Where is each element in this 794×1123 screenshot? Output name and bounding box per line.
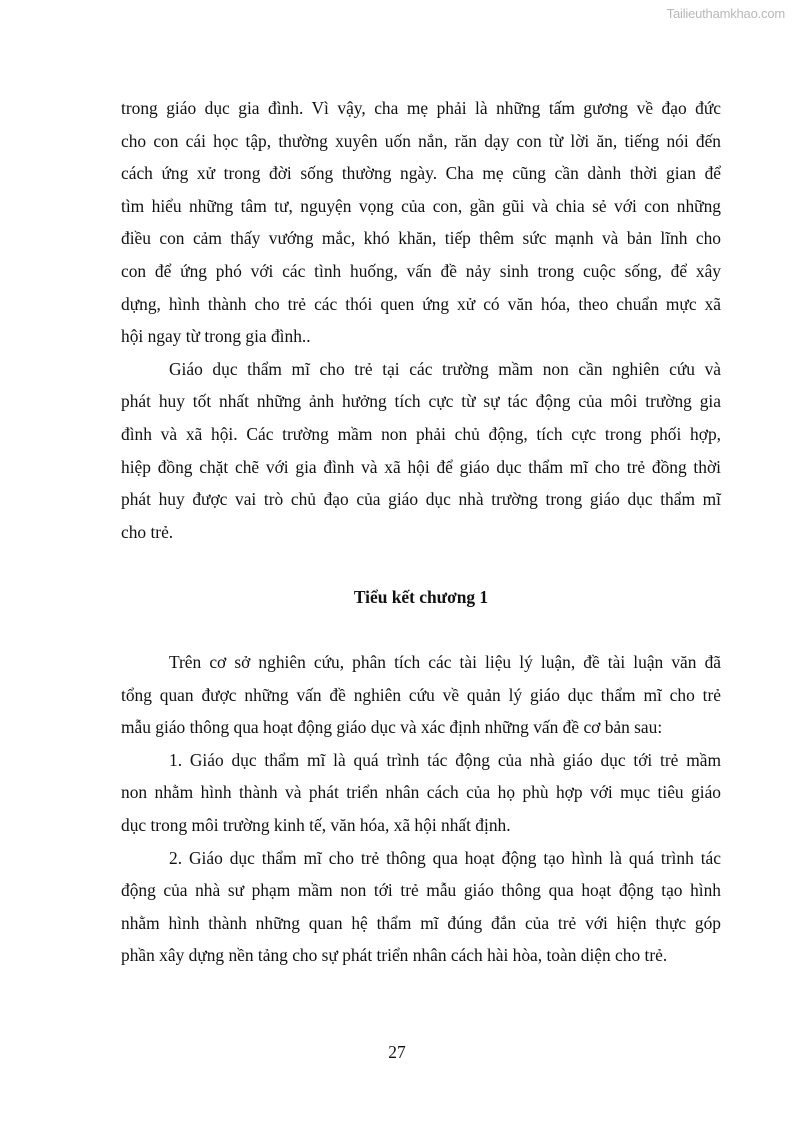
text-line: cách ứng xử trong đời sống thường ngày. Cha mẹ cũng cần dành thời gian để	[121, 163, 721, 184]
text-line: tìm hiểu những tâm tư, nguyện vọng của con, gần gũi và chia sẻ với con những	[121, 195, 721, 216]
paragraph-summary-intro	[121, 646, 721, 744]
text-line: phát huy tốt nhất những ảnh hưởng tích cực từ sự tác động của môi trường gia	[121, 391, 721, 412]
paragraph-summary-point-2	[121, 842, 721, 972]
text-line: trong giáo dục gia đình. Vì vậy, cha mẹ phải là những tấm gương về đạo đức	[121, 98, 721, 118]
text-line: 1. Giáo dục thẩm mĩ là quá trình tác động của nhà giáo dục tới trẻ mầm	[169, 749, 721, 770]
watermark: Tailieuthamkhao.com	[666, 6, 785, 21]
text-line: non nhằm hình thành và phát triển nhân cách của họ phù hợp với mục tiêu giáo	[121, 782, 721, 803]
text-line: tổng quan được những vấn đề nghiên cứu về quản lý giáo dục thẩm mĩ cho trẻ	[121, 684, 721, 705]
text-line: dựng, hình thành cho trẻ các thói quen ứng xử có văn hóa, theo chuẩn mực xã	[121, 293, 721, 314]
text-line: mẫu giáo thông qua hoạt động giáo dục và xác định những vấn đề cơ bản sau:	[121, 717, 663, 738]
text-line: hội ngay từ trong gia đình..	[121, 326, 311, 347]
text-line: phát huy được vai trò chủ đạo của giáo dục nhà trường trong giáo dục thẩm mĩ	[121, 489, 721, 510]
text-line: dục trong môi trường kinh tế, văn hóa, xã hội nhất định.	[121, 815, 511, 836]
text-line: hiệp đồng chặt chẽ với gia đình và xã hội để giáo dục thẩm mĩ cho trẻ đồng thời	[121, 456, 721, 477]
text-line: Giáo dục thẩm mĩ cho trẻ tại các trường mầm non cần nghiên cứu và	[169, 358, 721, 379]
paragraph-school-coordination	[121, 353, 721, 549]
page-body	[121, 92, 721, 972]
text-line: cho trẻ.	[121, 521, 174, 542]
text-line: con để ứng phó với các tình huống, vấn đề nảy sinh trong cuộc sống, để xây	[121, 260, 721, 281]
paragraph-family-education	[121, 92, 721, 353]
page-number: 27	[388, 1042, 406, 1062]
text-line: động của nhà sư phạm mầm non tới trẻ mẫu giáo thông qua hoạt động tạo hình	[121, 880, 721, 901]
paragraph-summary-point-1	[121, 744, 721, 842]
text-line: 2. Giáo dục thẩm mĩ cho trẻ thông qua hoạt động tạo hình là quá trình tác	[169, 847, 721, 868]
text-line: điều con cảm thấy vướng mắc, khó khăn, tiếp thêm sức mạnh và bản lĩnh cho	[121, 228, 721, 249]
text-line: cho con cái học tập, thường xuyên uốn nắn, răn dạy con từ lời ăn, tiếng nói đến	[121, 130, 721, 151]
text-line: đình và xã hội. Các trường mầm non phải chủ động, tích cực trong phối hợp,	[121, 423, 721, 444]
text-line: phần xây dựng nền tảng cho sự phát triển nhân cách hài hòa, toàn diện cho trẻ.	[121, 945, 668, 966]
section-heading: Tiểu kết chương 1	[353, 586, 489, 607]
text-line: Trên cơ sở nghiên cứu, phân tích các tài liệu lý luận, đề tài luận văn đã	[169, 652, 721, 673]
text-line: nhằm hình thành những quan hệ thẩm mĩ đúng đắn của trẻ với hiện thực góp	[121, 912, 721, 933]
